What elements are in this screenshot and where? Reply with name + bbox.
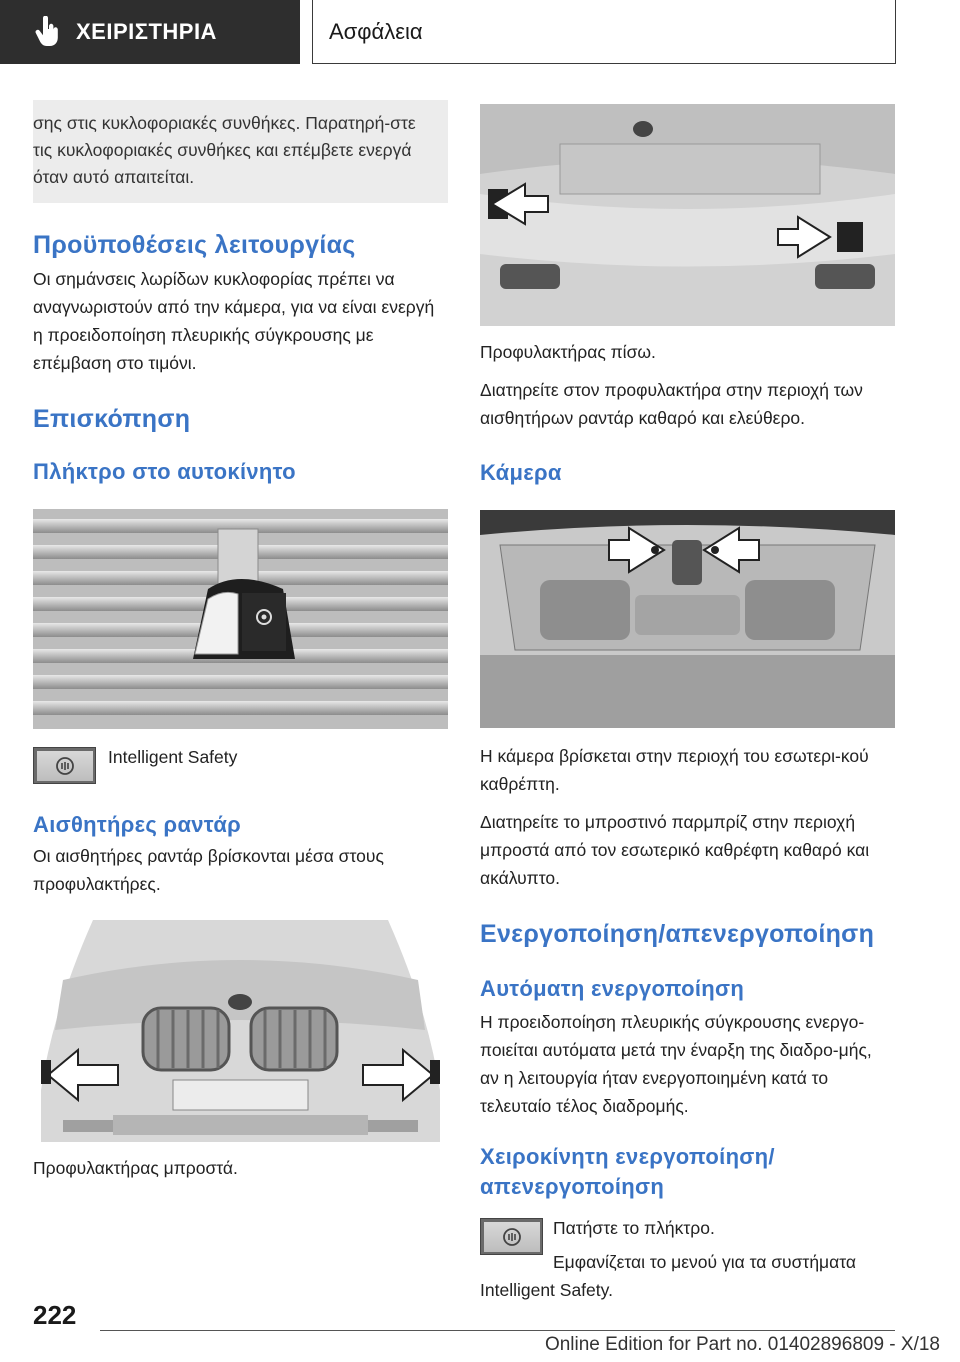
- manual-steps-text: [553, 1214, 856, 1276]
- intelligent-safety-button-icon: [33, 747, 96, 784]
- manual-step-menu: Εμφανίζεται το μενού για τα συστήματα: [553, 1252, 857, 1272]
- manual-step-press: Πατήστε το πλήκτρο.: [553, 1218, 715, 1238]
- left-column: [33, 100, 448, 1182]
- rear-bumper-caption: Προφυλακτήρας πίσω.: [480, 342, 656, 362]
- camera-image: [480, 510, 895, 728]
- camera-location-text: Η κάμερα βρίσκεται στην περιοχή του εσωτερι-κού καθρέπτη.: [480, 746, 869, 794]
- footer-edition: Online Edition for Part no. 01402896809 - X/18: [544, 1334, 940, 1355]
- heading-automatic-activation: Αυτόματη ενεργοποίηση: [480, 976, 745, 1001]
- section-title: ΧΕΙΡΙΣΤΗΡΙΑ: [76, 19, 217, 44]
- manual-step-menu-cont: Intelligent Safety.: [480, 1280, 613, 1300]
- header-chapter-tab: [312, 0, 896, 64]
- front-bumper-caption: Προφυλακτήρας μπροστά.: [33, 1158, 238, 1178]
- heading-camera: Κάμερα: [480, 460, 562, 485]
- rear-bumper-image: [480, 104, 895, 326]
- footer-divider: [100, 1330, 895, 1331]
- front-bumper-image: [33, 920, 448, 1142]
- manual-activation-steps: [480, 1218, 895, 1276]
- hand-pointer-icon: [28, 12, 68, 52]
- automatic-activation-text: Η προειδοποίηση πλευρικής σύγκρουσης ενεργο-ποιείται αυτόματα μετά την έναρξη της διαδρο-μής, αν η λειτουργία ήταν ενεργοποιημένη κατά το τελευταίο τέλος διαδρομής.: [480, 1012, 872, 1116]
- heading-manual-activation: Χειροκίνητη ενεργοποίηση/ απενεργοποίηση: [480, 1144, 775, 1199]
- button-in-vehicle-image: [33, 509, 448, 729]
- radar-sensors-text: Οι αισθητήρες ραντάρ βρίσκονται μέσα στους προφυλακτήρες.: [33, 846, 384, 894]
- note-box: [33, 100, 448, 203]
- rear-bumper-text: Διατηρείτε στον προφυλακτήρα στην περιοχή των αισθητήρων ραντάρ καθαρό και ελεύθερο.: [480, 380, 863, 428]
- page-number: 222: [33, 1300, 77, 1330]
- heading-overview: Επισκόπηση: [33, 405, 191, 433]
- heading-prerequisites: Προϋποθέσεις λειτουργίας: [33, 231, 356, 259]
- note-text: σης στις κυκλοφοριακές συνθήκες. Παρατηρή-στε τις κυκλοφοριακές συνθήκες και επέμβετε ενεργά όταν αυτό απαιτείται.: [33, 113, 416, 187]
- heading-activation: Ενεργοποίηση/απενεργοποίηση: [480, 920, 875, 948]
- intelligent-safety-button-row: [33, 747, 448, 784]
- header-section-tab: [0, 0, 300, 64]
- heading-button-in-vehicle: Πλήκτρο στο αυτοκίνητο: [33, 459, 296, 484]
- intelligent-safety-caption: Intelligent Safety: [108, 747, 238, 767]
- right-column: [480, 100, 895, 1304]
- heading-radar-sensors: Αισθητήρες ραντάρ: [33, 812, 242, 837]
- intelligent-safety-button-icon-2: [480, 1218, 543, 1255]
- prerequisites-text: Οι σημάνσεις λωρίδων κυκλοφορίας πρέπει να αναγνωριστούν από την κάμερα, για να είναι ενεργή η προειδοποίηση πλευρικής σύγκρουσης με επέμβαση στο τιμόνι.: [33, 269, 435, 373]
- chapter-title: Ασφάλεια: [329, 18, 423, 44]
- camera-care-text: Διατηρείτε το μπροστινό παρμπρίζ στην περιοχή μπροστά από τον εσωτερικό καθρέφτη καθαρό και ακάλυπτο.: [480, 812, 870, 888]
